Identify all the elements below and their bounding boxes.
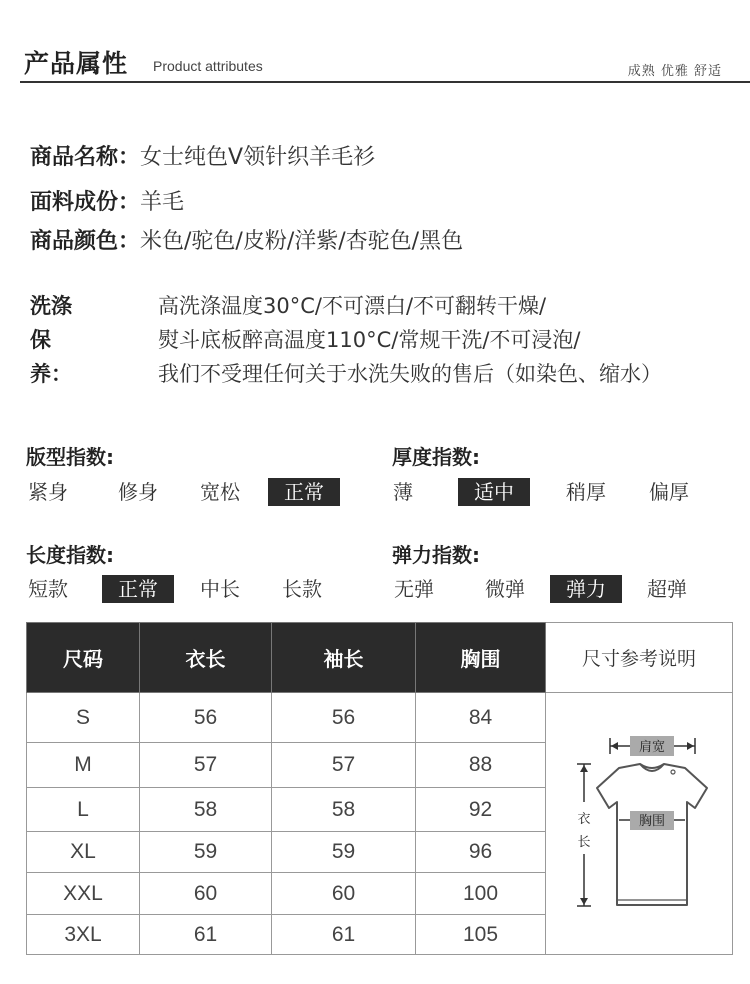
- fit-index-title: 版型指数:: [26, 445, 114, 469]
- arrow-head: [580, 765, 588, 772]
- sleeve-cell: 60: [272, 873, 416, 915]
- attr-value: 女士纯色V领针织羊毛衫: [140, 145, 376, 170]
- thickness-option-selected: 适中: [458, 478, 530, 506]
- attr-value: 米色/驼色/皮粉/洋紫/杏驼色/黑色: [140, 229, 464, 254]
- sleeve-cell: 58: [272, 788, 416, 832]
- attr-value: 羊毛: [140, 190, 185, 215]
- section-title: 产品属性: [24, 49, 129, 78]
- length-label-char: 长: [577, 835, 591, 850]
- shoulder-label: 肩宽: [638, 740, 666, 755]
- length-index-title: 长度指数:: [26, 543, 114, 567]
- fit-option-selected: 正常: [268, 478, 340, 506]
- column-header: 袖长: [272, 623, 416, 693]
- length-cell: 58: [140, 788, 272, 832]
- section-subtitle: Product attributes: [153, 58, 263, 74]
- thickness-option: 薄: [393, 480, 413, 504]
- size-cell: XXL: [27, 873, 140, 915]
- size-note-header: 尺寸参考说明: [546, 623, 733, 693]
- sleeve-cell: 59: [272, 832, 416, 873]
- tagline: 成熟 优雅 舒适: [627, 64, 722, 79]
- size-cell: 3XL: [27, 915, 140, 955]
- column-header: 胸围: [416, 623, 546, 693]
- chest-label: 胸围: [638, 814, 666, 829]
- chest-cell: 105: [416, 915, 546, 955]
- sleeve-cell: 56: [272, 693, 416, 743]
- arrow-head: [611, 742, 618, 750]
- length-option: 长款: [282, 577, 322, 601]
- thickness-option: 稍厚: [566, 480, 606, 504]
- attr-fabric: [30, 185, 184, 216]
- size-cell: M: [27, 743, 140, 788]
- chest-cell: 96: [416, 832, 546, 873]
- length-cell: 56: [140, 693, 272, 743]
- chest-cell: 84: [416, 693, 546, 743]
- size-cell: XL: [27, 832, 140, 873]
- attr-colors: [30, 224, 463, 255]
- elasticity-index-title: 弹力指数:: [392, 543, 480, 567]
- thickness-option: 偏厚: [649, 480, 689, 504]
- elasticity-option-selected: 弹力: [550, 575, 622, 603]
- column-header: 尺码: [27, 623, 140, 693]
- table-header-row: [27, 623, 733, 693]
- chest-cell: 100: [416, 873, 546, 915]
- attr-product-name: [30, 140, 375, 171]
- wash-label: 洗涤保养：: [30, 294, 72, 386]
- wash-line: 高洗涤温度30°C/不可漂白/不可翻转干燥/: [158, 294, 547, 318]
- length-cell: 59: [140, 832, 272, 873]
- size-cell: S: [27, 693, 140, 743]
- wash-line: 熨斗底板醉高温度110°C/常规干洗/不可浸泡/: [158, 328, 581, 352]
- shirt-outline: [597, 764, 707, 905]
- sleeve-cell: 61: [272, 915, 416, 955]
- elasticity-option: 微弹: [485, 577, 525, 601]
- fit-option: 紧身: [28, 480, 68, 504]
- column-header: 衣长: [140, 623, 272, 693]
- arrow-head: [580, 898, 588, 905]
- chest-cell: 92: [416, 788, 546, 832]
- header-divider: [20, 81, 750, 83]
- size-cell: L: [27, 788, 140, 832]
- length-option-selected: 正常: [102, 575, 174, 603]
- sleeve-cell: 57: [272, 743, 416, 788]
- length-cell: 60: [140, 873, 272, 915]
- attr-label: 商品名称：: [30, 145, 141, 170]
- fit-option: 宽松: [200, 480, 240, 504]
- length-cell: 61: [140, 915, 272, 955]
- chest-cell: 88: [416, 743, 546, 788]
- elasticity-option: 超弹: [647, 577, 687, 601]
- garment-diagram: [537, 690, 722, 952]
- attr-label: 商品颜色：: [30, 229, 141, 254]
- length-label-char: 衣: [577, 812, 591, 827]
- length-option: 中长: [200, 577, 240, 601]
- arrow-head: [687, 742, 694, 750]
- length-option: 短款: [28, 577, 68, 601]
- attr-label: 面料成份：: [30, 190, 141, 215]
- elasticity-option: 无弹: [394, 577, 434, 601]
- fit-option: 修身: [118, 480, 158, 504]
- wash-line: 我们不受理任何关于水洗失败的售后（如染色、缩水）: [158, 362, 662, 386]
- thickness-index-title: 厚度指数:: [392, 445, 480, 469]
- length-cell: 57: [140, 743, 272, 788]
